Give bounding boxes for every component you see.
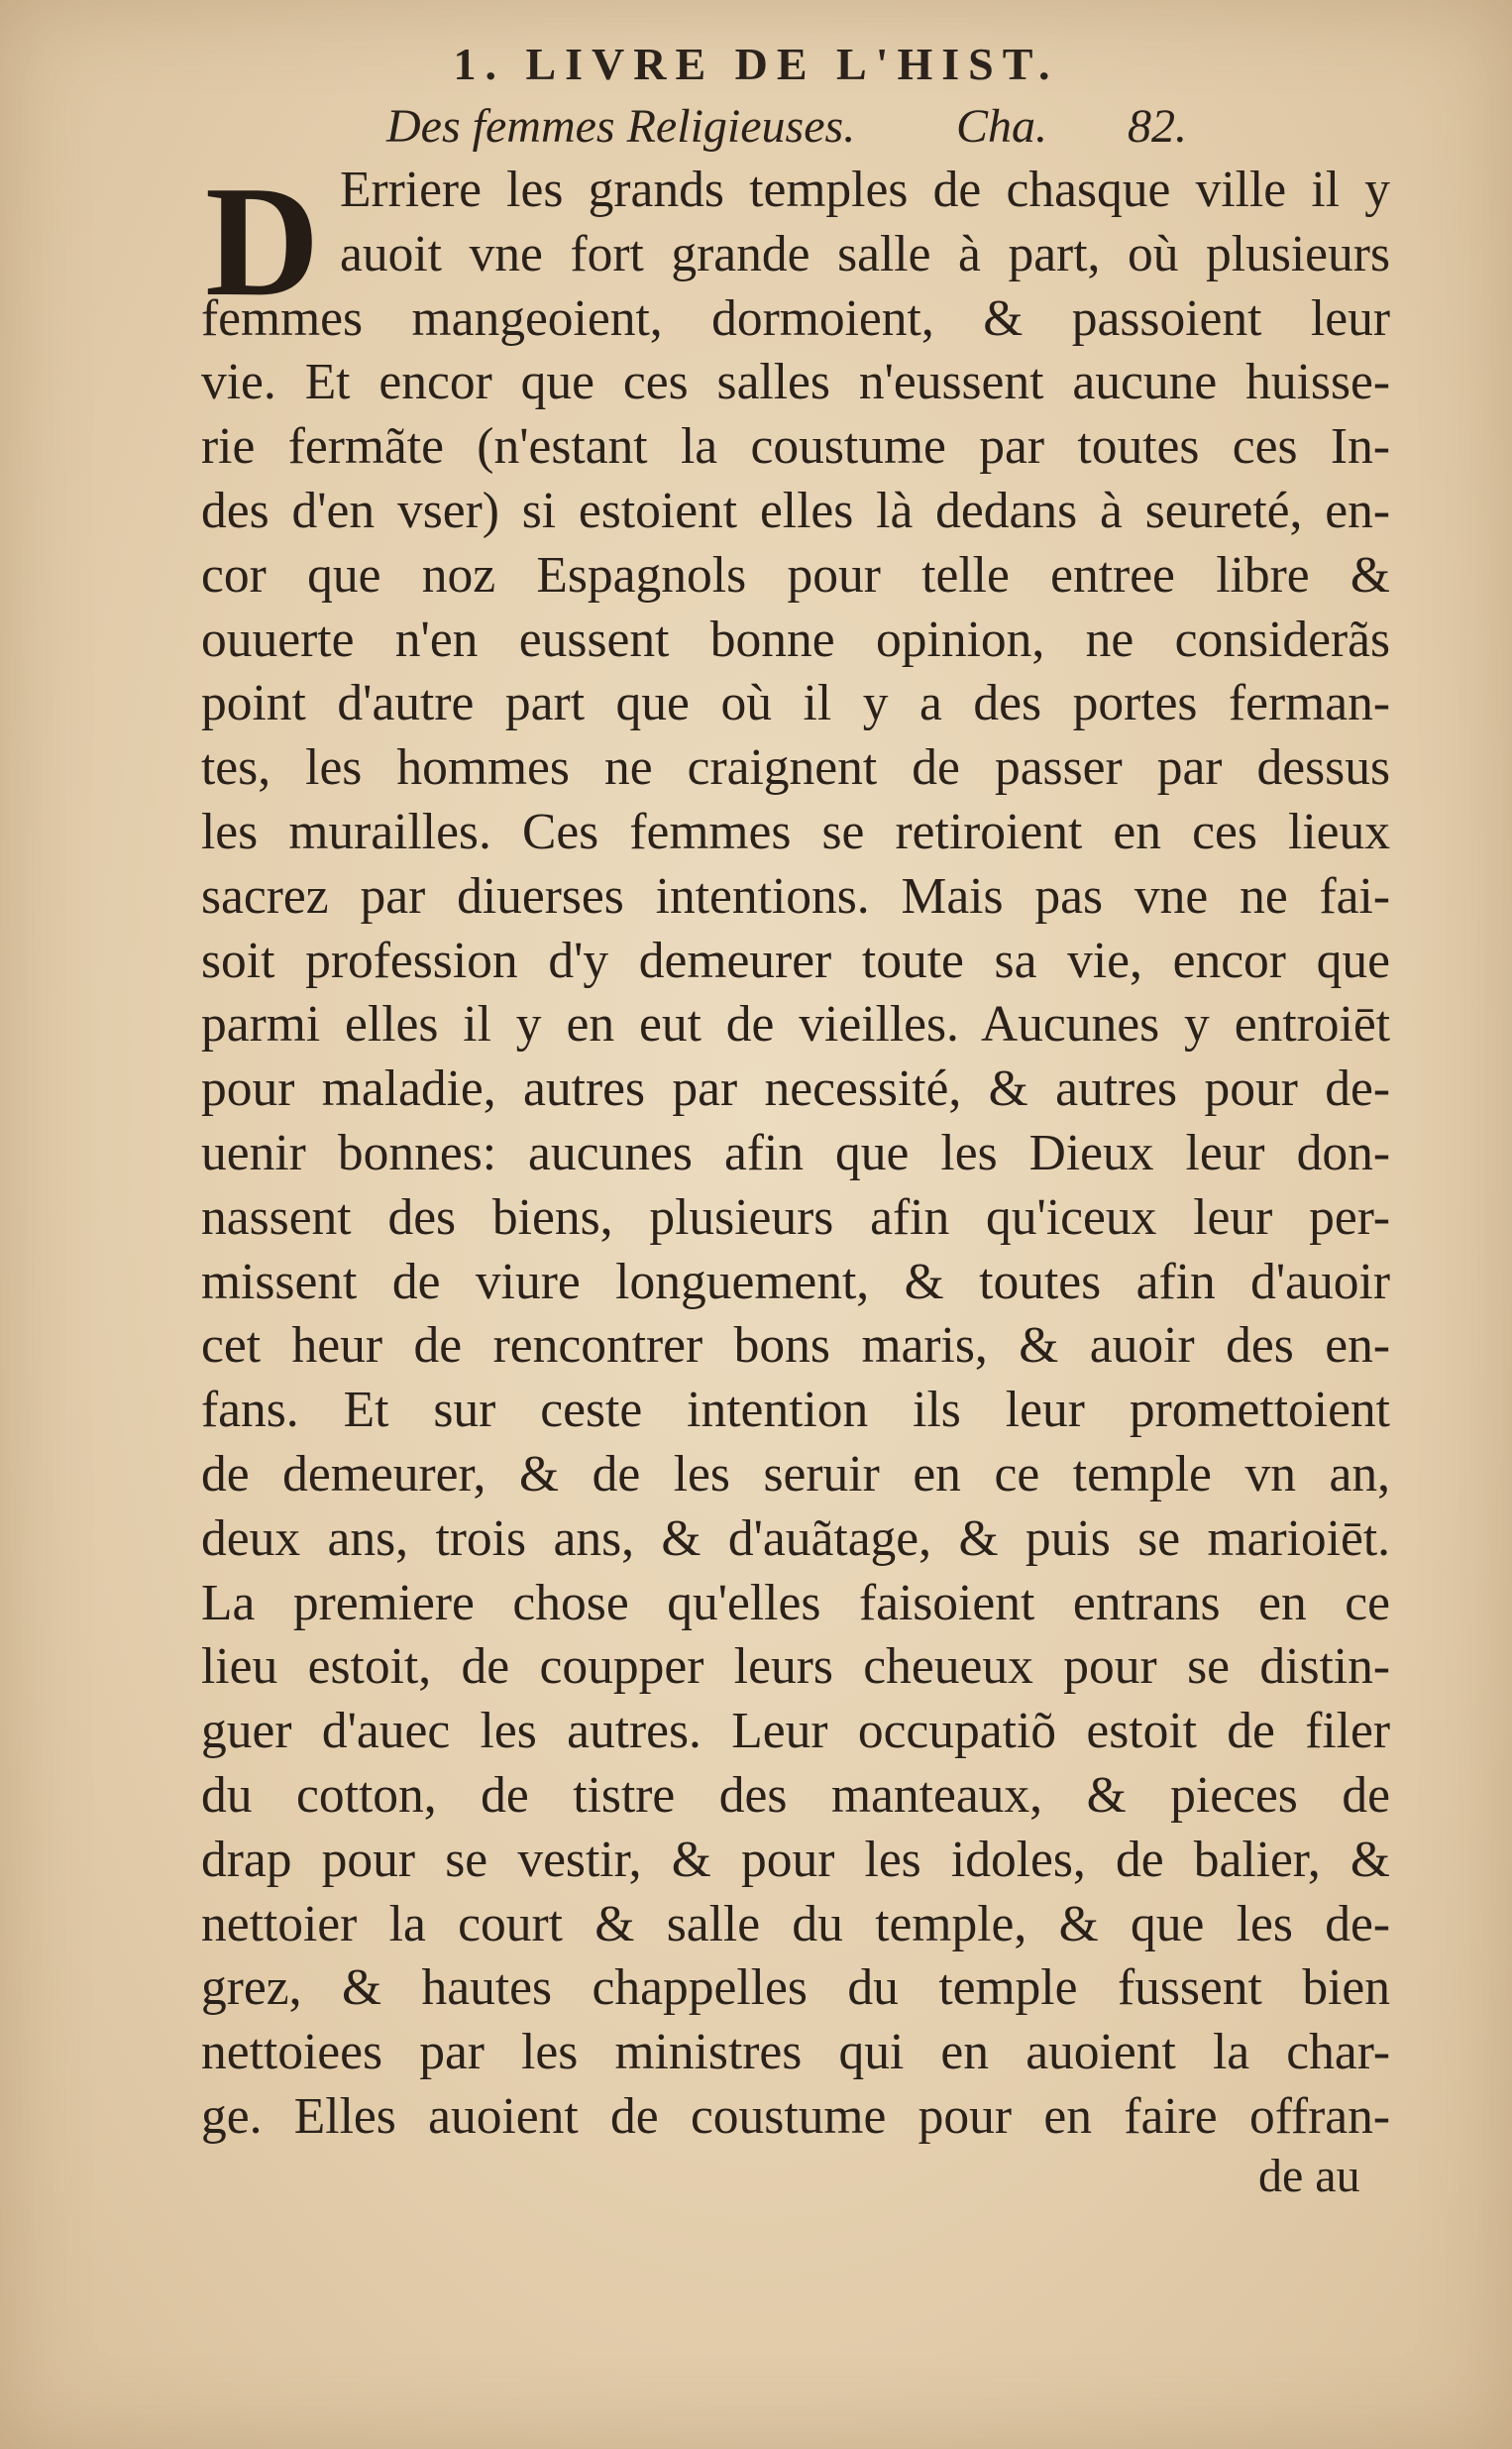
text-line: fans. Et sur ceste intention ils leur promettoient xyxy=(201,1382,1390,1439)
text-line: cet heur de rencontrer bons maris, & auoir des en- xyxy=(201,1317,1390,1375)
text-line: drap pour se vestir, & pour les idoles, de balier, & xyxy=(201,1831,1390,1888)
text-line: grez, & hautes chappelles du temple fussent bien xyxy=(201,1959,1390,2017)
text-line: auoit vne fort grande salle à part, où plusieurs xyxy=(340,225,1390,282)
text-line: uenir bonnes: aucunes afin que les Dieux leur don- xyxy=(201,1124,1390,1181)
text-line: des d'en vser) si estoient elles là dedans à seureté, en- xyxy=(201,482,1390,539)
text-line: vie. Et encor que ces salles n'eussent aucune huisse- xyxy=(201,354,1390,411)
text-line: rie fermãte (n'estant la coustume par toutes ces In- xyxy=(201,418,1390,476)
text-line: Erriere les grands temples de chasque ville il y xyxy=(340,162,1390,218)
text-line: lieu estoit, de coupper leurs cheueux pour se distin- xyxy=(201,1638,1390,1696)
text-line: nettoiees par les ministres qui en auoient la char- xyxy=(201,2024,1390,2081)
text-line: nettoier la court & salle du temple, & que les de- xyxy=(201,1895,1390,1952)
chapter-heading xyxy=(386,99,1239,163)
text-line: ouuerte n'en eussent bonne opinion, ne considerãs xyxy=(201,611,1390,668)
text-line: deux ans, trois ans, & d'auãtage, & puis se marioiēt. xyxy=(201,1509,1390,1567)
chapter-number: 82. xyxy=(1128,100,1187,153)
text-line: soit profession d'y demeurer toute sa vie, encor que xyxy=(201,932,1390,989)
body-text xyxy=(201,153,1390,2150)
text-line: La premiere chose qu'elles faisoient entrans en ce xyxy=(201,1574,1390,1631)
text-line: point d'autre part que où il y a des portes ferman- xyxy=(201,675,1390,732)
text-line: cor que noz Espagnols pour telle entree libre & xyxy=(201,546,1390,604)
running-title: 1. LIVRE DE L'HIST. xyxy=(453,39,1059,89)
text-line: parmi elles il y en eut de vieilles. Aucunes y entroiēt xyxy=(201,996,1390,1054)
text-line: pour maladie, autres par necessité, & autres pour de- xyxy=(201,1060,1390,1118)
text-lines xyxy=(201,153,1390,2150)
drop-cap: D xyxy=(205,153,320,329)
text-line: de demeurer, & de les seruir en ce temple vn an, xyxy=(201,1445,1390,1503)
text-line: missent de viure longuement, & toutes afin d'auoir xyxy=(201,1253,1390,1310)
text-line: nassent des biens, plusieurs afin qu'iceux leur per- xyxy=(201,1188,1390,1246)
text-line: tes, les hommes ne craignent de passer par dessus xyxy=(201,739,1390,797)
text-line: sacrez par diuerses intentions. Mais pas vne ne fai- xyxy=(201,867,1390,925)
text-line: femmes mangeoient, dormoient, & passoient leur xyxy=(201,289,1390,347)
text-line: du cotton, de tistre des manteaux, & pieces de xyxy=(201,1766,1390,1824)
catchword: de au xyxy=(1258,2150,1360,2202)
text-line: les murailles. Ces femmes se retiroient en ces lieux xyxy=(201,803,1390,860)
text-line: guer d'auec les autres. Leur occupatiõ estoit de filer xyxy=(201,1703,1390,1760)
chapter-label: Cha. xyxy=(956,100,1048,153)
chapter-title: Des femmes Religieuses. xyxy=(386,100,856,153)
text-line: ge. Elles auoient de coustume pour en faire offran- xyxy=(201,2087,1390,2145)
